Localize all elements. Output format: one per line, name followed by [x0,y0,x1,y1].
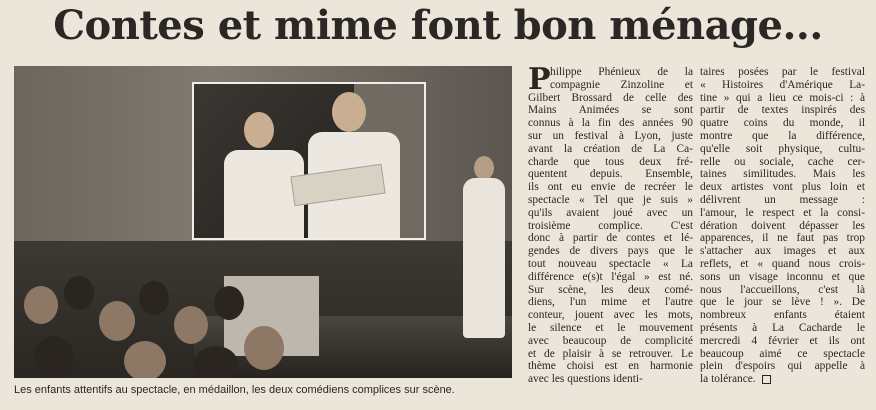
article-text-line: Gilbert Brossard de celle des [528,91,693,104]
article-text-line: plein d'espoirs qui appelle à [700,360,865,373]
actor-left-head [244,112,274,148]
article-text-line: dération doivent dépasser les [700,219,865,232]
article-text-line: deux artistes vont plus loin et [700,181,865,194]
child-head [64,276,94,310]
article-text-line: thème choisi est en harmonie [528,360,693,373]
article-column-1 [528,62,693,386]
performer-head [474,156,494,180]
article-text-line: avec beaucoup de complicité [528,334,693,347]
article-text-line: donc à partir de contes et lé- [528,232,693,245]
photo-caption: Les enfants attentifs au spectacle, en médaillon, les deux comédiens complices sur scène. [14,384,455,396]
child-head [24,286,58,324]
article-text-line: Mains Animées se sont [528,104,693,117]
headline: Contes et mime font bon ménage... [53,2,823,49]
child-head [139,281,169,315]
inset-photo-actors [192,82,426,240]
article-text-line: le silence et le mouvement [528,321,693,334]
drop-cap: P [528,62,551,97]
article-text-line: connus à la fin des années 90 [528,117,693,130]
article-column-2 [700,66,865,386]
article-text-line: nombreux enfants étaient [700,309,865,322]
photo-children-crowd [14,246,304,378]
article-text-line: la tolérance. [700,373,865,386]
photo-mime-performer [459,156,509,341]
article-text-line: gendes de divers pays que le [528,245,693,258]
article-text-line: que le jour se lève ! ». De [700,296,865,309]
article-text-line: délivrent un message : [700,193,865,206]
article-text-line: sur un festival à Lyon, juste [528,129,693,142]
actor-right-head [332,92,366,132]
article-text-line: montre que la différence, [700,129,865,142]
article-text-line: diens, l'un mime et l'autre [528,296,693,309]
article-text-line: conteur, jouent avec les mots, [528,309,693,322]
child-head [34,336,74,378]
article-text-line: partir de textes inspirés des [700,104,865,117]
child-head [244,326,284,370]
article-text-line: l'amour, le respect et la consi- [700,206,865,219]
child-head [214,286,244,320]
article-text-line: « Histoires d'Amérique La- [700,78,865,91]
child-head [174,306,208,344]
article-text-line: taires posées par le festival [700,66,865,78]
end-of-article-icon [762,375,771,384]
article-text-line: compagnie Zinzoline et [550,78,693,91]
article-text-line: avant la création de La Ca- [528,142,693,155]
article-text-line: ils ont eu envie de recréer le [528,181,693,194]
article-text-line: tine » qui a lieu ce mois-ci : à [700,91,865,104]
article-text-line: et de plaisir à se retrouver. Le [528,347,693,360]
article-text-line: spectacle « Tel que je suis » [528,193,693,206]
article-text-line: quatre coins du monde, il [700,117,865,130]
performer-body [463,178,505,338]
article-text-line: différence e(s)t l'égal » est né. [528,270,693,283]
article-text-line: qu'elle soit physique, cultu- [700,142,865,155]
article-text-line: tout nouveau spectacle « La [528,257,693,270]
article-text-line: qu'ils avaient joué avec un [528,206,693,219]
article-text-line: Sur scène, les deux comé- [528,283,693,296]
article-text-line: troisième complice. C'est [528,219,693,232]
article-text-line: apparences, il ne faut pas trop [700,232,865,245]
child-head [194,346,238,378]
article-text-line: sons un visage inconnu et que [700,270,865,283]
child-head [124,341,166,378]
article-text-line: nous l'accueillons, c'est là [700,283,865,296]
child-head [99,301,135,341]
article-text-line: mercredi 4 février et ils ont [700,334,865,347]
article-text-line: charde que tous deux fré- [528,155,693,168]
article-text-line: hilippe Phénieux de la [550,66,693,78]
article-text-line: quentent depuis. Ensemble, [528,168,693,181]
article-text-line: taines similitudes. Mais les [700,168,865,181]
article-text-line: présents à La Cacharde le [700,321,865,334]
article-text-line: reflets, et « quand nous crois- [700,257,865,270]
article-text-line: beaucoup aimé ce spectacle [700,347,865,360]
article-text-line: avec les questions identi- [528,373,643,386]
article-text-line: s'attacher aux images et aux [700,245,865,258]
article-text-line: relle ou sociale, cache cer- [700,155,865,168]
